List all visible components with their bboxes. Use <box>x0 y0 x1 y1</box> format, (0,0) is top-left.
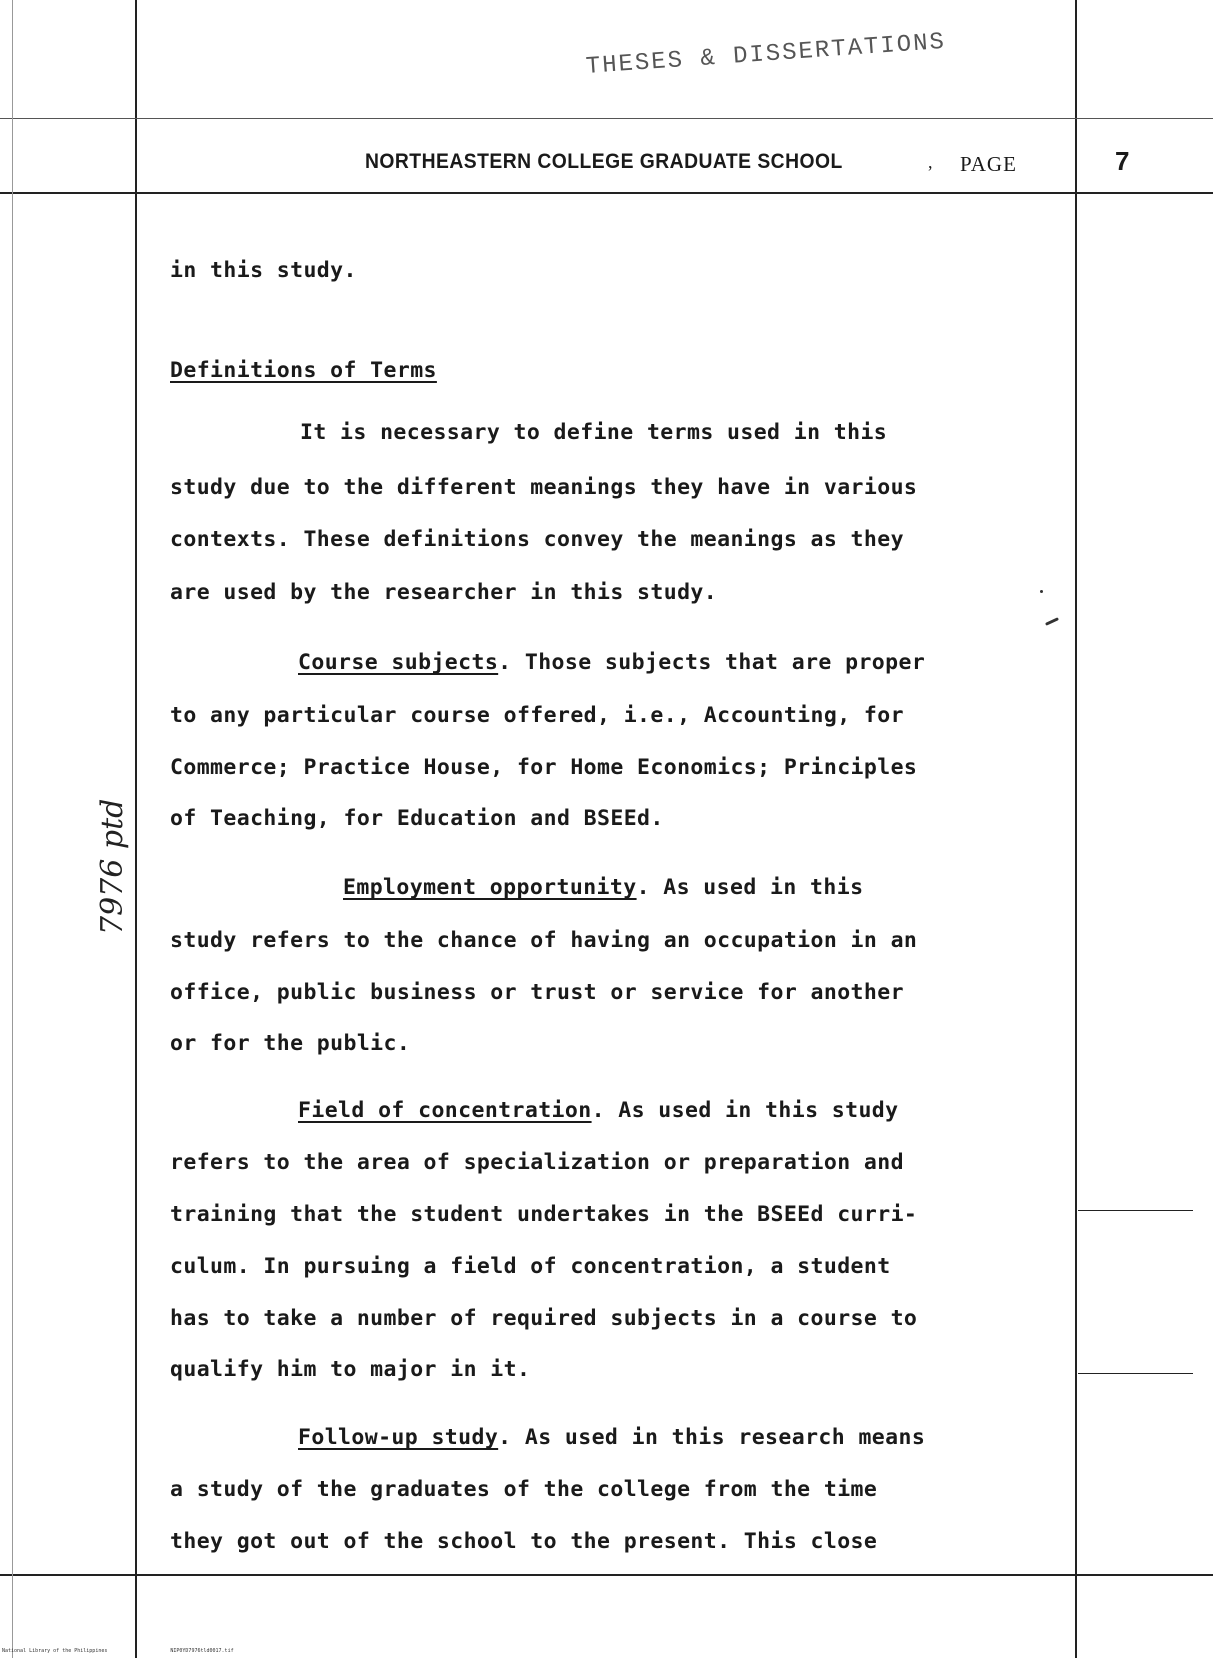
page-label: PAGE <box>960 152 1017 176</box>
body-line: has to take a number of required subjects in a course to <box>170 1306 918 1331</box>
right-margin-rule <box>1075 0 1077 1658</box>
ink-speck <box>1040 590 1043 593</box>
body-line: Commerce; Practice House, for Home Economics; Principles <box>170 755 918 780</box>
defined-term: Field of concentration <box>298 1098 592 1123</box>
header-comma: , <box>928 152 933 172</box>
body-line: they got out of the school to the present. This close <box>170 1529 878 1554</box>
body-line: refers to the area of specialization or preparation and <box>170 1150 904 1175</box>
body-line: a study of the graduates of the college from the time <box>170 1477 878 1502</box>
page-number: 7 <box>1115 146 1130 176</box>
defined-term: Employment opportunity <box>343 875 637 900</box>
archive-stamp: THESES & DISSERTATIONS <box>585 28 947 81</box>
binding-edge <box>12 0 13 1658</box>
body-line: to any particular course offered, i.e., Accounting, for <box>170 703 904 728</box>
page-header-title: NORTHEASTERN COLLEGE GRADUATE SCHOOL <box>365 150 843 173</box>
header-top-rule <box>0 118 1213 119</box>
footer-filename: NIP0YD7976tld0017.tif <box>170 1648 234 1654</box>
body-line: are used by the researcher in this study. <box>170 580 718 605</box>
body-line: culum. In pursuing a field of concentration, a student <box>170 1254 891 1279</box>
body-line: in this study. <box>170 258 357 283</box>
ink-speck <box>1045 617 1059 626</box>
body-line: contexts. These definitions convey the meanings as they <box>170 527 904 552</box>
body-line: or for the public. <box>170 1031 411 1056</box>
definition-course-subjects: Course subjects. Those subjects that are proper <box>298 650 926 675</box>
scan-footer <box>2 1648 294 1654</box>
footer-library: National Library of the Philippines <box>2 1648 108 1654</box>
handwritten-margin-note: 7976 ptd <box>95 798 130 935</box>
footer-rule <box>0 1574 1213 1576</box>
body-line: qualify him to major in it. <box>170 1357 531 1382</box>
right-tick-2 <box>1078 1373 1193 1374</box>
definition-field-of-concentration: Field of concentration. As used in this study <box>298 1098 899 1123</box>
body-line: office, public business or trust or service for another <box>170 980 904 1005</box>
body-line: It is necessary to define terms used in this <box>300 420 888 445</box>
body-line: study due to the different meanings they have in various <box>170 475 918 500</box>
definition-follow-up-study: Follow-up study. As used in this research means <box>298 1425 926 1450</box>
body-line: of Teaching, for Education and BSEEd. <box>170 806 664 831</box>
right-tick-1 <box>1078 1210 1193 1211</box>
body-line: training that the student undertakes in the BSEEd curri- <box>170 1202 918 1227</box>
body-line: study refers to the chance of having an occupation in an <box>170 928 918 953</box>
defined-term: Follow-up study <box>298 1425 499 1450</box>
definition-employment-opportunity: Employment opportunity. As used in this <box>343 875 864 900</box>
section-heading: Definitions of Terms <box>170 358 437 383</box>
header-bottom-rule <box>0 192 1213 194</box>
left-margin-rule <box>135 0 137 1658</box>
defined-term: Course subjects <box>298 650 499 675</box>
